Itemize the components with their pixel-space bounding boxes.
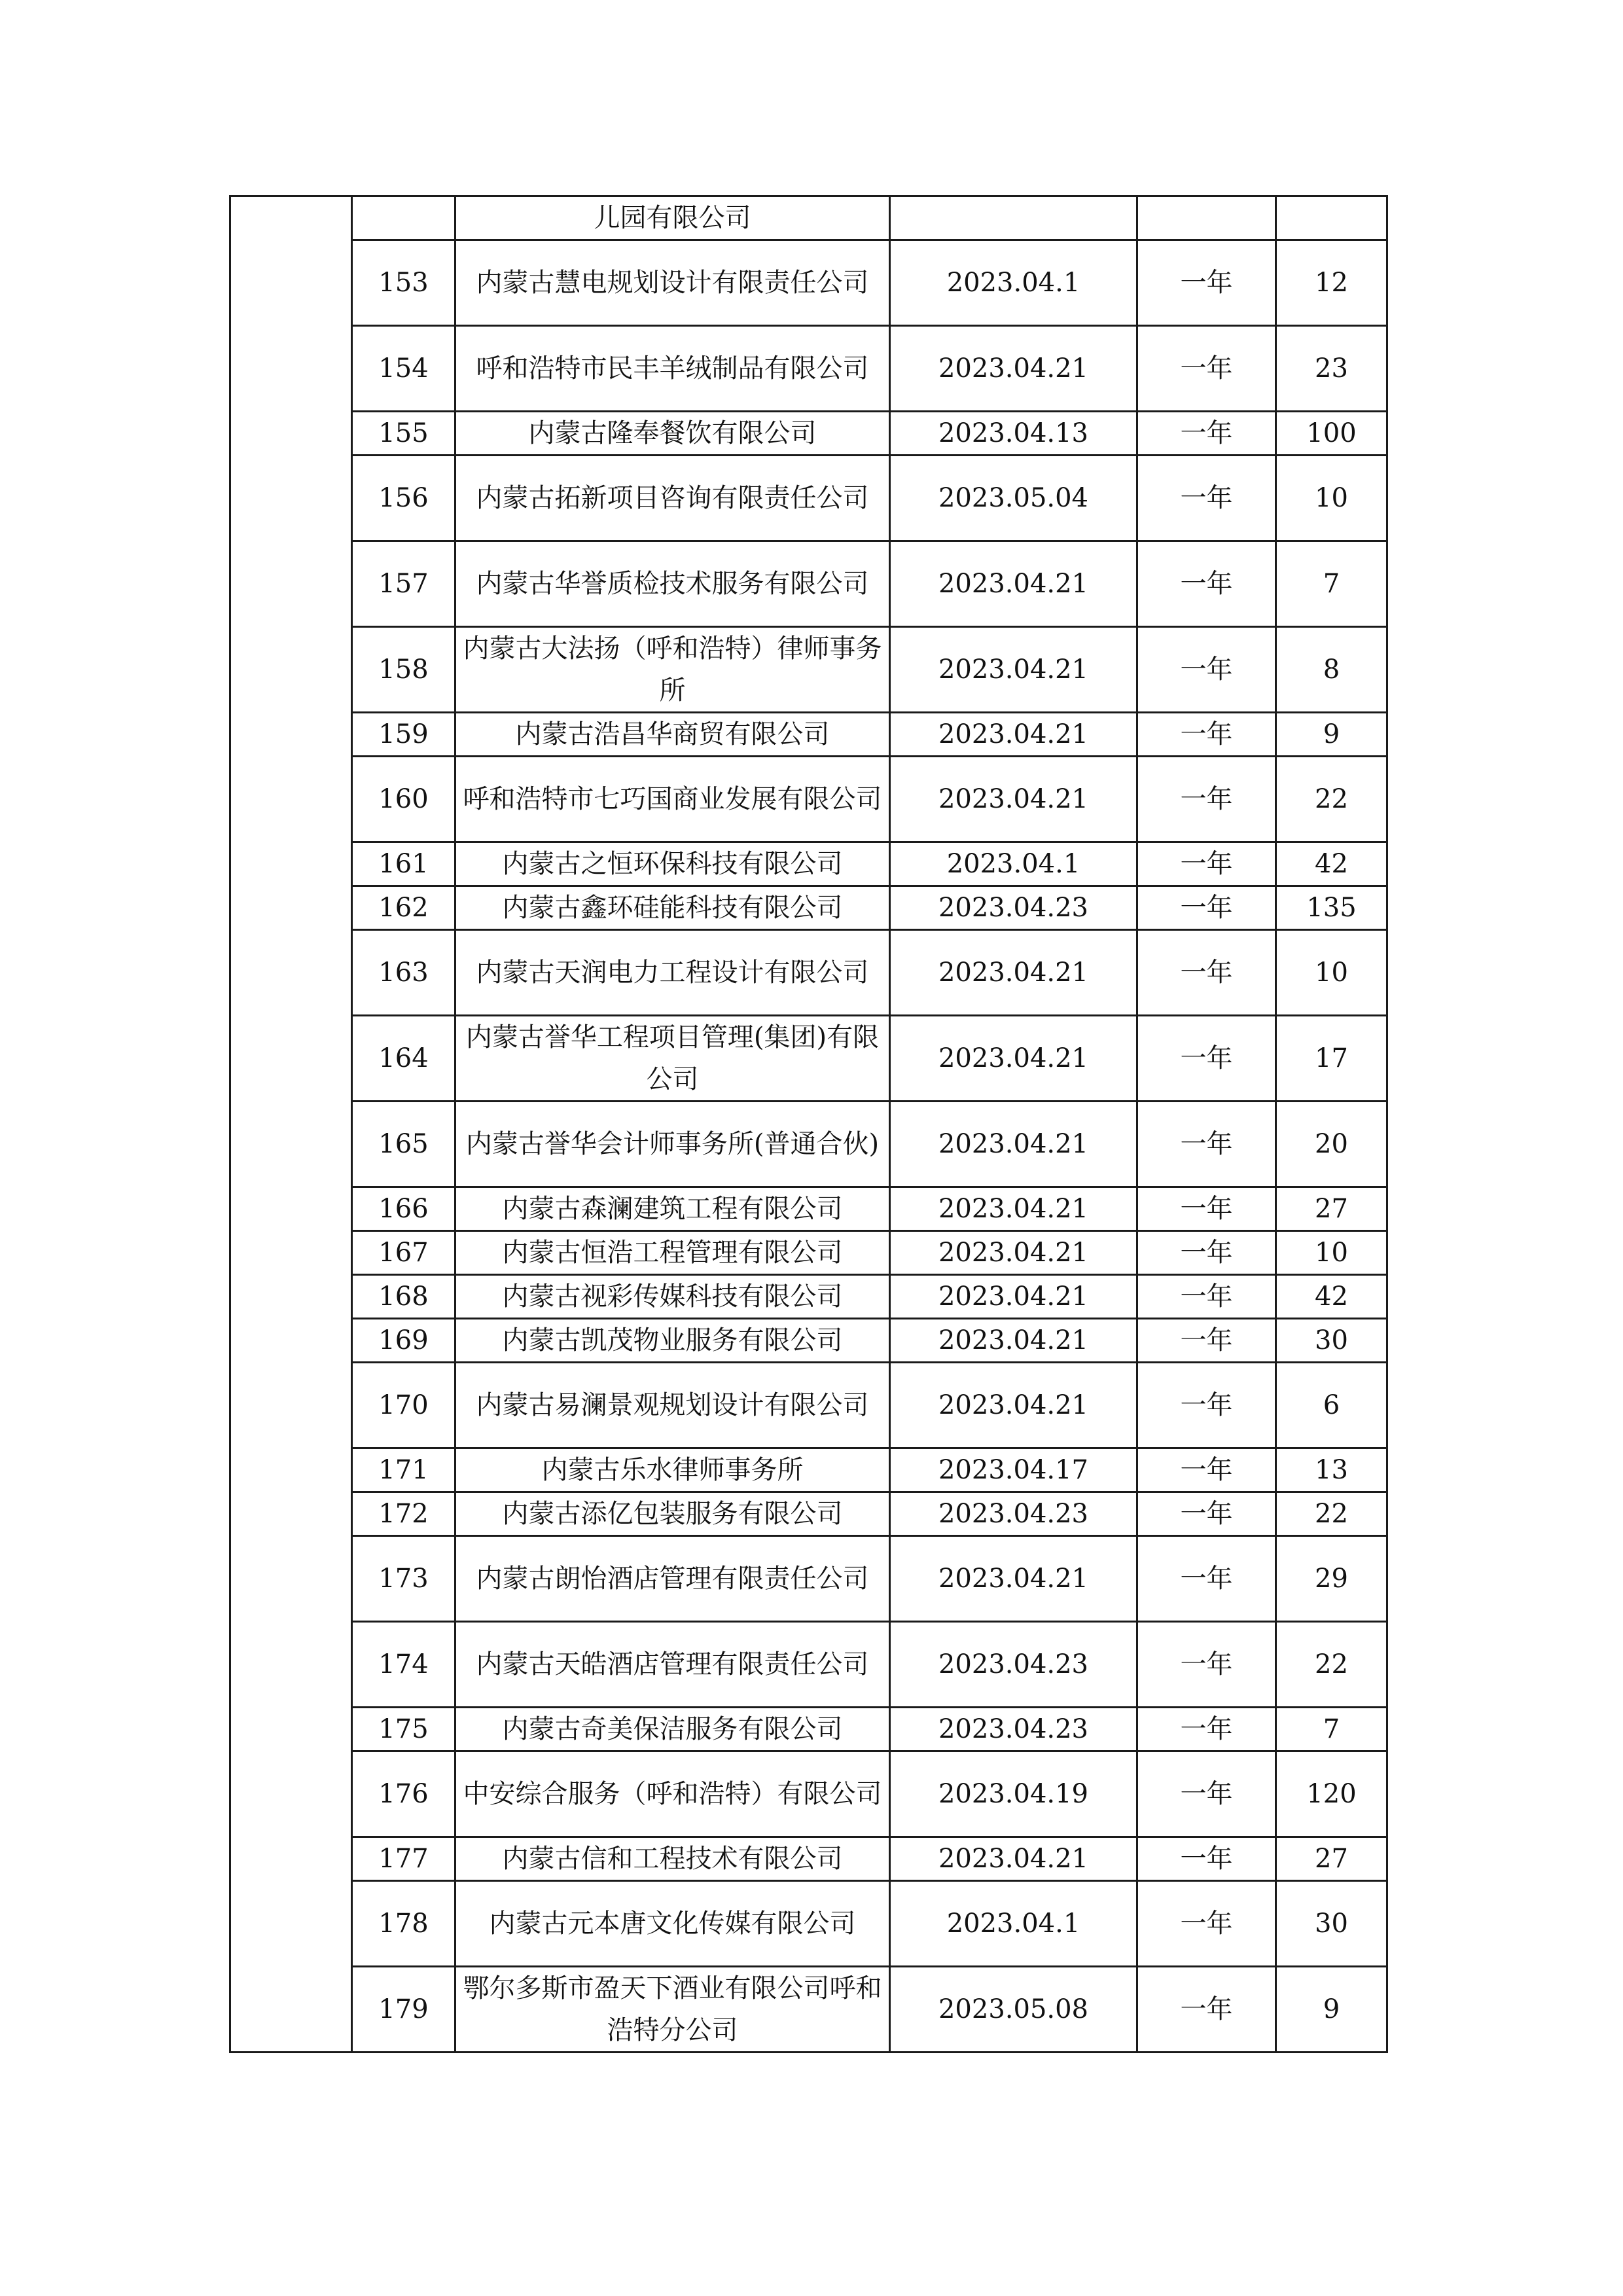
term-cell: 一年 [1137, 842, 1276, 886]
table-row [230, 1231, 1387, 1275]
no-cell: 172 [352, 1492, 455, 1536]
date-cell: 2023.04.21 [890, 1837, 1137, 1881]
count-cell: 10 [1276, 1231, 1387, 1275]
term-cell: 一年 [1137, 1016, 1276, 1102]
table-row [230, 1448, 1387, 1492]
term-cell: 一年 [1137, 1837, 1276, 1881]
count-cell: 20 [1276, 1102, 1387, 1187]
term-cell: 一年 [1137, 627, 1276, 713]
term-cell: 一年 [1137, 1231, 1276, 1275]
count-cell: 100 [1276, 412, 1387, 456]
term-cell: 一年 [1137, 1319, 1276, 1363]
table-row [230, 1751, 1387, 1837]
date-cell: 2023.04.21 [890, 1363, 1137, 1448]
count-cell: 23 [1276, 326, 1387, 412]
count-cell: 27 [1276, 1837, 1387, 1881]
no-cell: 159 [352, 713, 455, 757]
term-cell: 一年 [1137, 326, 1276, 412]
count-cell: 22 [1276, 1492, 1387, 1536]
date-cell: 2023.04.21 [890, 326, 1137, 412]
date-cell: 2023.04.21 [890, 1231, 1137, 1275]
table-row [230, 541, 1387, 627]
count-cell [1276, 196, 1387, 240]
no-cell: 175 [352, 1708, 455, 1751]
date-cell: 2023.04.17 [890, 1448, 1137, 1492]
no-cell [352, 196, 455, 240]
date-cell: 2023.04.21 [890, 757, 1137, 842]
no-cell: 155 [352, 412, 455, 456]
table-row [230, 1363, 1387, 1448]
term-cell: 一年 [1137, 713, 1276, 757]
date-cell: 2023.04.21 [890, 1275, 1137, 1319]
date-cell [890, 196, 1137, 240]
table-row [230, 1016, 1387, 1102]
table-row [230, 1187, 1387, 1231]
table-row [230, 1708, 1387, 1751]
date-cell: 2023.04.1 [890, 240, 1137, 326]
no-cell: 163 [352, 930, 455, 1016]
count-cell: 10 [1276, 456, 1387, 541]
company-name-cell: 内蒙古之恒环保科技有限公司 [455, 842, 890, 886]
no-cell: 171 [352, 1448, 455, 1492]
count-cell: 7 [1276, 1708, 1387, 1751]
term-cell: 一年 [1137, 1448, 1276, 1492]
term-cell: 一年 [1137, 886, 1276, 930]
no-cell: 170 [352, 1363, 455, 1448]
term-cell: 一年 [1137, 1275, 1276, 1319]
company-name-cell: 内蒙古鑫环硅能科技有限公司 [455, 886, 890, 930]
table-row [230, 842, 1387, 886]
table-row [230, 240, 1387, 326]
term-cell: 一年 [1137, 1967, 1276, 2053]
count-cell: 22 [1276, 757, 1387, 842]
company-name-cell: 内蒙古拓新项目咨询有限责任公司 [455, 456, 890, 541]
date-cell: 2023.04.21 [890, 1187, 1137, 1231]
count-cell: 10 [1276, 930, 1387, 1016]
count-cell: 42 [1276, 1275, 1387, 1319]
no-cell: 164 [352, 1016, 455, 1102]
no-cell: 166 [352, 1187, 455, 1231]
count-cell: 120 [1276, 1751, 1387, 1837]
term-cell: 一年 [1137, 541, 1276, 627]
table-row [230, 1967, 1387, 2053]
date-cell: 2023.04.21 [890, 1536, 1137, 1622]
company-name-cell: 鄂尔多斯市盈天下酒业有限公司呼和浩特分公司 [455, 1967, 890, 2053]
company-name-cell: 内蒙古恒浩工程管理有限公司 [455, 1231, 890, 1275]
company-name-cell: 呼和浩特市民丰羊绒制品有限公司 [455, 326, 890, 412]
company-name-cell: 内蒙古誉华工程项目管理(集团)有限公司 [455, 1016, 890, 1102]
no-cell: 179 [352, 1967, 455, 2053]
count-cell: 9 [1276, 713, 1387, 757]
table-row [230, 412, 1387, 456]
term-cell: 一年 [1137, 240, 1276, 326]
term-cell: 一年 [1137, 930, 1276, 1016]
date-cell: 2023.04.23 [890, 1492, 1137, 1536]
date-cell: 2023.04.19 [890, 1751, 1137, 1837]
company-name-cell: 中安综合服务（呼和浩特）有限公司 [455, 1751, 890, 1837]
table-row [230, 627, 1387, 713]
date-cell: 2023.05.08 [890, 1967, 1137, 2053]
no-cell: 177 [352, 1837, 455, 1881]
count-cell: 135 [1276, 886, 1387, 930]
company-name-cell: 内蒙古大法扬（呼和浩特）律师事务所 [455, 627, 890, 713]
table-row [230, 456, 1387, 541]
count-cell: 8 [1276, 627, 1387, 713]
company-name-cell: 内蒙古隆奉餐饮有限公司 [455, 412, 890, 456]
table-row [230, 326, 1387, 412]
count-cell: 17 [1276, 1016, 1387, 1102]
date-cell: 2023.04.1 [890, 1881, 1137, 1967]
no-cell: 173 [352, 1536, 455, 1622]
date-cell: 2023.04.21 [890, 1319, 1137, 1363]
company-name-cell: 内蒙古朗怡酒店管理有限责任公司 [455, 1536, 890, 1622]
category-cell [230, 196, 352, 2053]
term-cell: 一年 [1137, 1881, 1276, 1967]
date-cell: 2023.04.23 [890, 1622, 1137, 1708]
company-name-cell: 内蒙古森澜建筑工程有限公司 [455, 1187, 890, 1231]
date-cell: 2023.04.21 [890, 1102, 1137, 1187]
date-cell: 2023.04.21 [890, 627, 1137, 713]
table-row [230, 1837, 1387, 1881]
term-cell: 一年 [1137, 412, 1276, 456]
term-cell: 一年 [1137, 1751, 1276, 1837]
continued-row [230, 196, 1387, 240]
company-name-cell: 内蒙古天润电力工程设计有限公司 [455, 930, 890, 1016]
table-row [230, 1275, 1387, 1319]
company-name-cell: 内蒙古凯茂物业服务有限公司 [455, 1319, 890, 1363]
no-cell: 156 [352, 456, 455, 541]
date-cell: 2023.04.23 [890, 1708, 1137, 1751]
date-cell: 2023.04.21 [890, 713, 1137, 757]
count-cell: 29 [1276, 1536, 1387, 1622]
date-cell: 2023.04.13 [890, 412, 1137, 456]
company-name-cell: 内蒙古视彩传媒科技有限公司 [455, 1275, 890, 1319]
table-row [230, 1622, 1387, 1708]
company-name-cell: 内蒙古易澜景观规划设计有限公司 [455, 1363, 890, 1448]
table-row [230, 1102, 1387, 1187]
count-cell: 42 [1276, 842, 1387, 886]
term-cell: 一年 [1137, 1187, 1276, 1231]
date-cell: 2023.04.21 [890, 1016, 1137, 1102]
company-name-cell: 内蒙古誉华会计师事务所(普通合伙) [455, 1102, 890, 1187]
table-row [230, 1492, 1387, 1536]
term-cell: 一年 [1137, 456, 1276, 541]
no-cell: 160 [352, 757, 455, 842]
company-name-cell: 内蒙古华誉质检技术服务有限公司 [455, 541, 890, 627]
no-cell: 167 [352, 1231, 455, 1275]
table-row [230, 1536, 1387, 1622]
no-cell: 176 [352, 1751, 455, 1837]
count-cell: 7 [1276, 541, 1387, 627]
no-cell: 169 [352, 1319, 455, 1363]
no-cell: 165 [352, 1102, 455, 1187]
no-cell: 162 [352, 886, 455, 930]
company-list-table [229, 195, 1388, 2053]
no-cell: 154 [352, 326, 455, 412]
company-name-cell: 内蒙古天皓酒店管理有限责任公司 [455, 1622, 890, 1708]
no-cell: 158 [352, 627, 455, 713]
table-row [230, 713, 1387, 757]
count-cell: 12 [1276, 240, 1387, 326]
term-cell: 一年 [1137, 1622, 1276, 1708]
no-cell: 153 [352, 240, 455, 326]
table-row [230, 1319, 1387, 1363]
count-cell: 27 [1276, 1187, 1387, 1231]
no-cell: 157 [352, 541, 455, 627]
term-cell: 一年 [1137, 1708, 1276, 1751]
table-row [230, 930, 1387, 1016]
term-cell: 一年 [1137, 1492, 1276, 1536]
company-name-cell: 内蒙古奇美保洁服务有限公司 [455, 1708, 890, 1751]
company-name-cell: 内蒙古浩昌华商贸有限公司 [455, 713, 890, 757]
term-cell: 一年 [1137, 757, 1276, 842]
date-cell: 2023.04.21 [890, 930, 1137, 1016]
company-name-cell: 内蒙古乐水律师事务所 [455, 1448, 890, 1492]
company-name-cell: 儿园有限公司 [455, 196, 890, 240]
no-cell: 178 [352, 1881, 455, 1967]
no-cell: 174 [352, 1622, 455, 1708]
table-row [230, 886, 1387, 930]
date-cell: 2023.04.1 [890, 842, 1137, 886]
term-cell: 一年 [1137, 1363, 1276, 1448]
count-cell: 9 [1276, 1967, 1387, 2053]
count-cell: 30 [1276, 1319, 1387, 1363]
table-row [230, 757, 1387, 842]
company-name-cell: 内蒙古慧电规划设计有限责任公司 [455, 240, 890, 326]
company-name-cell: 内蒙古信和工程技术有限公司 [455, 1837, 890, 1881]
count-cell: 30 [1276, 1881, 1387, 1967]
company-name-cell: 内蒙古元本唐文化传媒有限公司 [455, 1881, 890, 1967]
no-cell: 161 [352, 842, 455, 886]
no-cell: 168 [352, 1275, 455, 1319]
count-cell: 13 [1276, 1448, 1387, 1492]
date-cell: 2023.04.23 [890, 886, 1137, 930]
count-cell: 6 [1276, 1363, 1387, 1448]
date-cell: 2023.04.21 [890, 541, 1137, 627]
term-cell: 一年 [1137, 1102, 1276, 1187]
count-cell: 22 [1276, 1622, 1387, 1708]
date-cell: 2023.05.04 [890, 456, 1137, 541]
company-name-cell: 内蒙古添亿包装服务有限公司 [455, 1492, 890, 1536]
company-name-cell: 呼和浩特市七巧国商业发展有限公司 [455, 757, 890, 842]
term-cell: 一年 [1137, 1536, 1276, 1622]
table-row [230, 1881, 1387, 1967]
term-cell [1137, 196, 1276, 240]
